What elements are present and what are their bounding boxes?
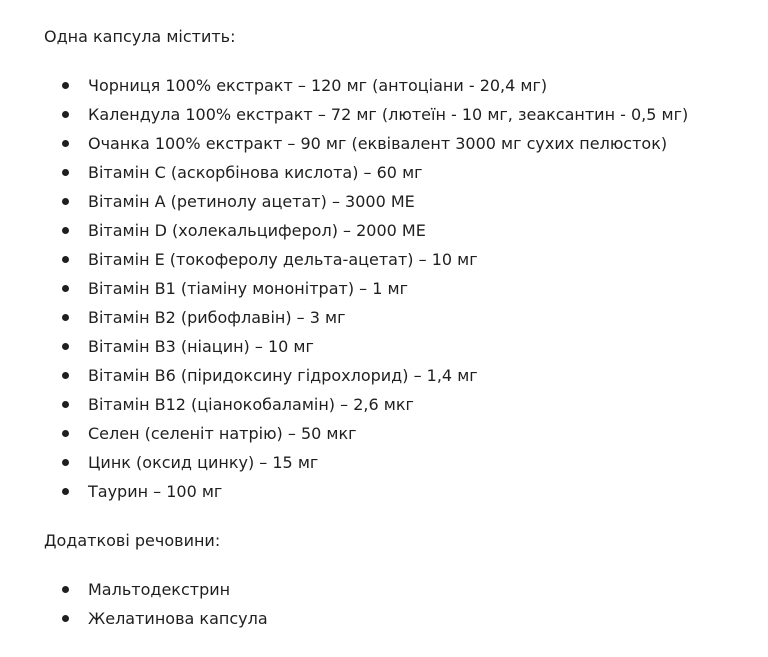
composition-heading: Одна капсула містить:: [44, 27, 236, 46]
list-item-text: Вітамін C (аскорбінова кислота) – 60 мг: [88, 163, 423, 182]
bullet-icon: [62, 256, 69, 263]
bullet-icon: [62, 586, 69, 593]
list-item-text: Вітамін B1 (тіаміну мононітрат) – 1 мг: [88, 279, 408, 298]
bullet-icon: [62, 82, 69, 89]
bullet-icon: [62, 227, 69, 234]
list-item-text: Вітамін B12 (ціанокобаламін) – 2,6 мкг: [88, 395, 414, 414]
bullet-icon: [62, 111, 69, 118]
list-item-text: Желатинова капсула: [88, 609, 268, 628]
list-item-text: Чорниця 100% екстракт – 120 мг (антоціани - 20,4 мг): [88, 76, 548, 95]
excipients-heading: Додаткові речовини:: [44, 531, 221, 550]
bullet-icon: [62, 459, 69, 466]
list-item: [44, 604, 768, 633]
list-item: [44, 419, 768, 448]
list-item: [44, 332, 768, 361]
list-item: [44, 361, 768, 390]
list-item: [44, 187, 768, 216]
list-item-text: Селен (селеніт натрію) – 50 мкг: [88, 424, 357, 443]
list-item: [44, 477, 768, 506]
bullet-icon: [62, 372, 69, 379]
list-item-text: Вітамін A (ретинолу ацетат) – 3000 МЕ: [88, 192, 415, 211]
list-item: [44, 390, 768, 419]
list-item: [44, 303, 768, 332]
list-item-text: Очанка 100% екстракт – 90 мг (еквівалент 3000 мг сухих пелюсток): [88, 134, 668, 153]
bullet-icon: [62, 488, 69, 495]
list-item: [44, 274, 768, 303]
list-item-text: Календула 100% екстракт – 72 мг (лютеїн - 10 мг, зеаксантин - 0,5 мг): [88, 105, 689, 124]
bullet-icon: [62, 140, 69, 147]
list-item: [44, 71, 768, 100]
list-item: [44, 448, 768, 477]
list-item-text: Вітамін D (холекальциферол) – 2000 МЕ: [88, 221, 426, 240]
bullet-icon: [62, 314, 69, 321]
bullet-icon: [62, 401, 69, 408]
list-item-text: Вітамін B2 (рибофлавін) – 3 мг: [88, 308, 346, 327]
list-item-text: Вітамін B3 (ніацин) – 10 мг: [88, 337, 314, 356]
composition-list: [44, 71, 768, 506]
bullet-icon: [62, 343, 69, 350]
list-item-text: Вітамін B6 (піридоксину гідрохлорид) – 1,4 мг: [88, 366, 478, 385]
bullet-icon: [62, 198, 69, 205]
bullet-icon: [62, 285, 69, 292]
list-item: [44, 129, 768, 158]
bullet-icon: [62, 430, 69, 437]
list-item-text: Мальтодекстрин: [88, 580, 231, 599]
excipients-list: [44, 575, 768, 633]
bullet-icon: [62, 615, 69, 622]
list-item: [44, 575, 768, 604]
bullet-icon: [62, 169, 69, 176]
list-item: [44, 216, 768, 245]
list-item: [44, 158, 768, 187]
list-item-text: Цинк (оксид цинку) – 15 мг: [88, 453, 319, 472]
list-item: [44, 245, 768, 274]
list-item-text: Вітамін E (токоферолу дельта-ацетат) – 10 мг: [88, 250, 478, 269]
list-item-text: Таурин – 100 мг: [88, 482, 223, 501]
list-item: [44, 100, 768, 129]
